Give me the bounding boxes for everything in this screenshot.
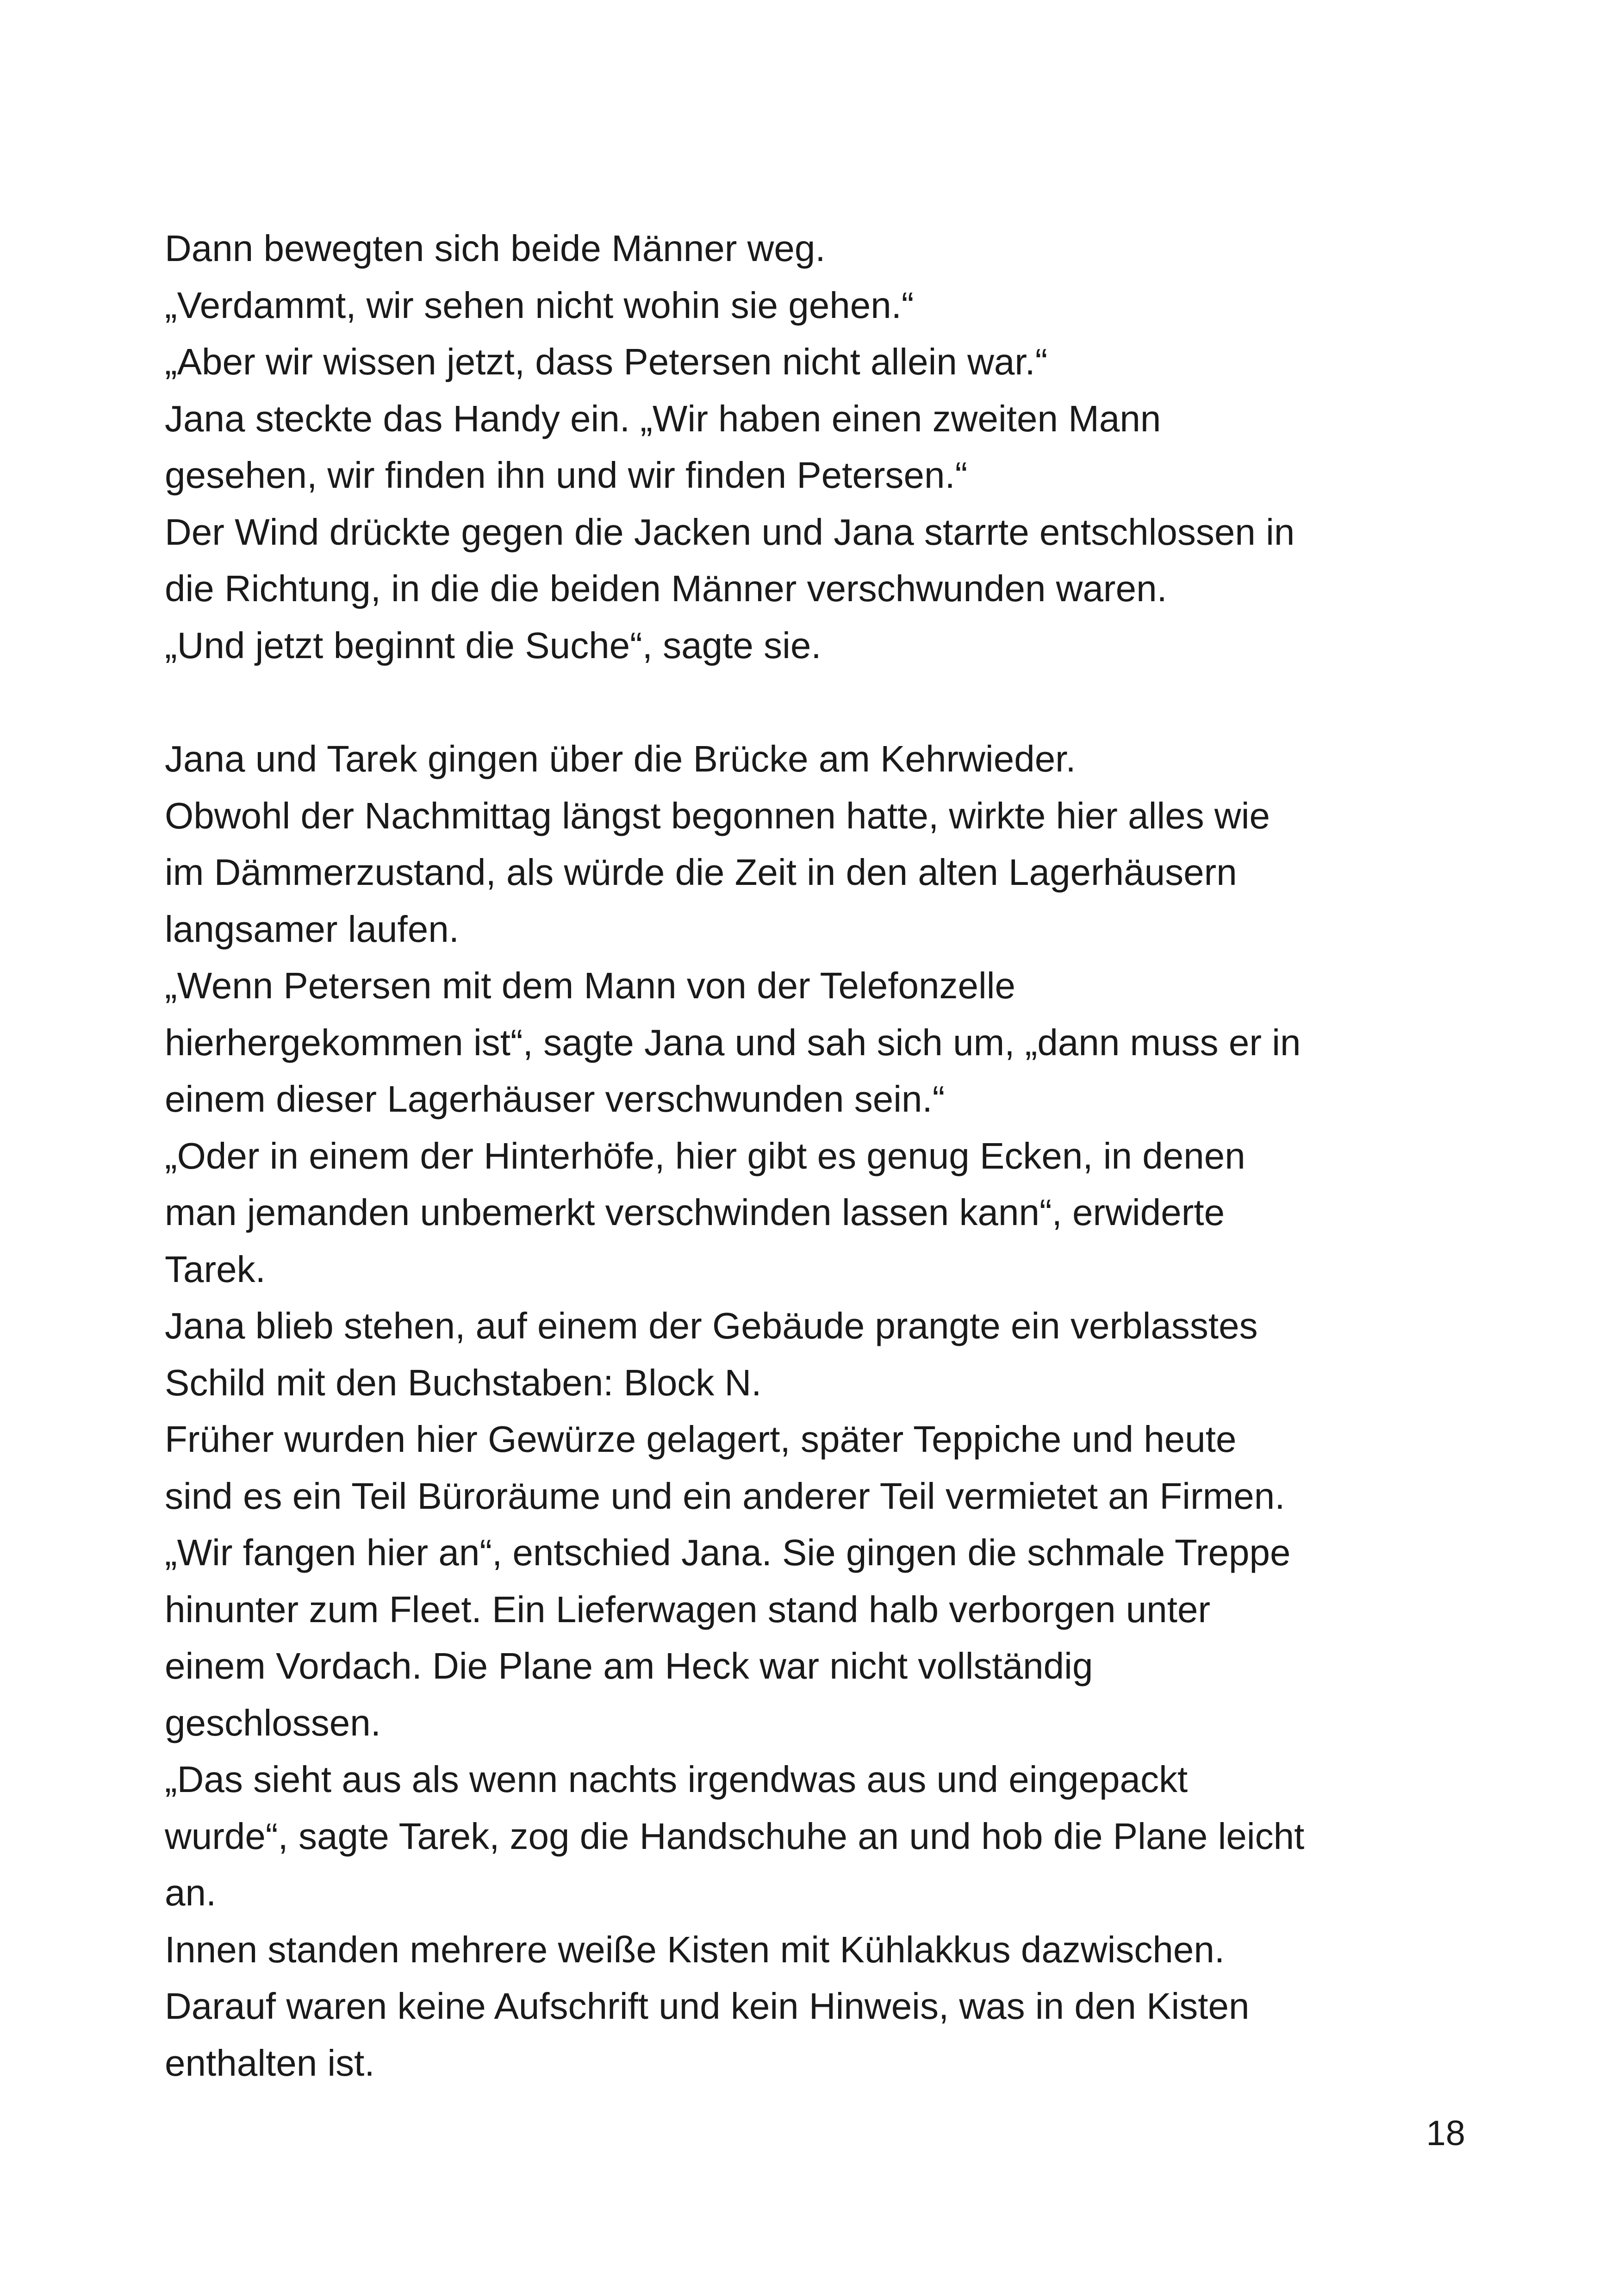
text-line: Tarek. xyxy=(165,1248,266,1290)
text-line: einem dieser Lagerhäuser verschwunden sein.“ xyxy=(165,1078,945,1120)
text-line: „Aber wir wissen jetzt, dass Petersen nicht allein war.“ xyxy=(165,341,1048,382)
text-line: hierhergekommen ist“, sagte Jana und sah sich um, „dann muss er in xyxy=(165,1021,1301,1063)
page-number: 18 xyxy=(1426,2114,1465,2153)
paragraph-1 xyxy=(165,220,1507,674)
text-line: Innen standen mehrere weiße Kisten mit Kühlakkus dazwischen. xyxy=(165,1929,1225,1970)
paragraph-2 xyxy=(165,731,1507,2091)
text-line: „Oder in einem der Hinterhöfe, hier gibt es genug Ecken, in denen xyxy=(165,1135,1245,1176)
text-line: enthalten ist. xyxy=(165,2042,375,2084)
text-line: die Richtung, in die die beiden Männer verschwunden waren. xyxy=(165,568,1167,609)
text-line: man jemanden unbemerkt verschwinden lassen kann“, erwiderte xyxy=(165,1192,1225,1233)
text-line: langsamer laufen. xyxy=(165,908,459,950)
text-line: Jana und Tarek gingen über die Brücke am Kehrwieder. xyxy=(165,738,1076,779)
text-line: Jana blieb stehen, auf einem der Gebäude prangte ein verblasstes xyxy=(165,1305,1258,1346)
text-line: Früher wurden hier Gewürze gelagert, später Teppiche und heute xyxy=(165,1419,1237,1460)
text-line: im Dämmerzustand, als würde die Zeit in den alten Lagerhäusern xyxy=(165,852,1237,893)
text-line: Obwohl der Nachmittag längst begonnen hatte, wirkte hier alles wie xyxy=(165,795,1270,836)
text-line: wurde“, sagte Tarek, zog die Handschuhe an und hob die Plane leicht xyxy=(165,1815,1305,1857)
text-line: „Das sieht aus als wenn nachts irgendwas aus und eingepackt xyxy=(165,1759,1188,1800)
text-line: „Wenn Petersen mit dem Mann von der Telefonzelle xyxy=(165,965,1016,1006)
text-line: Dann bewegten sich beide Männer weg. xyxy=(165,228,826,269)
text-line: gesehen, wir finden ihn und wir finden Petersen.“ xyxy=(165,454,968,496)
text-line: Darauf waren keine Aufschrift und kein Hinweis, was in den Kisten xyxy=(165,1985,1250,2027)
text-line: hinunter zum Fleet. Ein Lieferwagen stand halb verborgen unter xyxy=(165,1588,1211,1630)
text-line: einem Vordach. Die Plane am Heck war nicht vollständig xyxy=(165,1645,1093,1686)
text-line: Schild mit den Buchstaben: Block N. xyxy=(165,1362,762,1403)
text-line: Der Wind drückte gegen die Jacken und Jana starrte entschlossen in xyxy=(165,511,1295,553)
text-line: Jana steckte das Handy ein. „Wir haben einen zweiten Mann xyxy=(165,398,1161,439)
text-line: geschlossen. xyxy=(165,1702,381,1743)
text-line: „Verdammt, wir sehen nicht wohin sie gehen.“ xyxy=(165,284,914,326)
text-line: sind es ein Teil Büroräume und ein anderer Teil vermietet an Firmen. xyxy=(165,1475,1285,1517)
text-line: „Wir fangen hier an“, entschied Jana. Sie gingen die schmale Treppe xyxy=(165,1532,1291,1573)
text-line: „Und jetzt beginnt die Suche“, sagte sie. xyxy=(165,624,821,666)
text-line: an. xyxy=(165,1872,217,1913)
